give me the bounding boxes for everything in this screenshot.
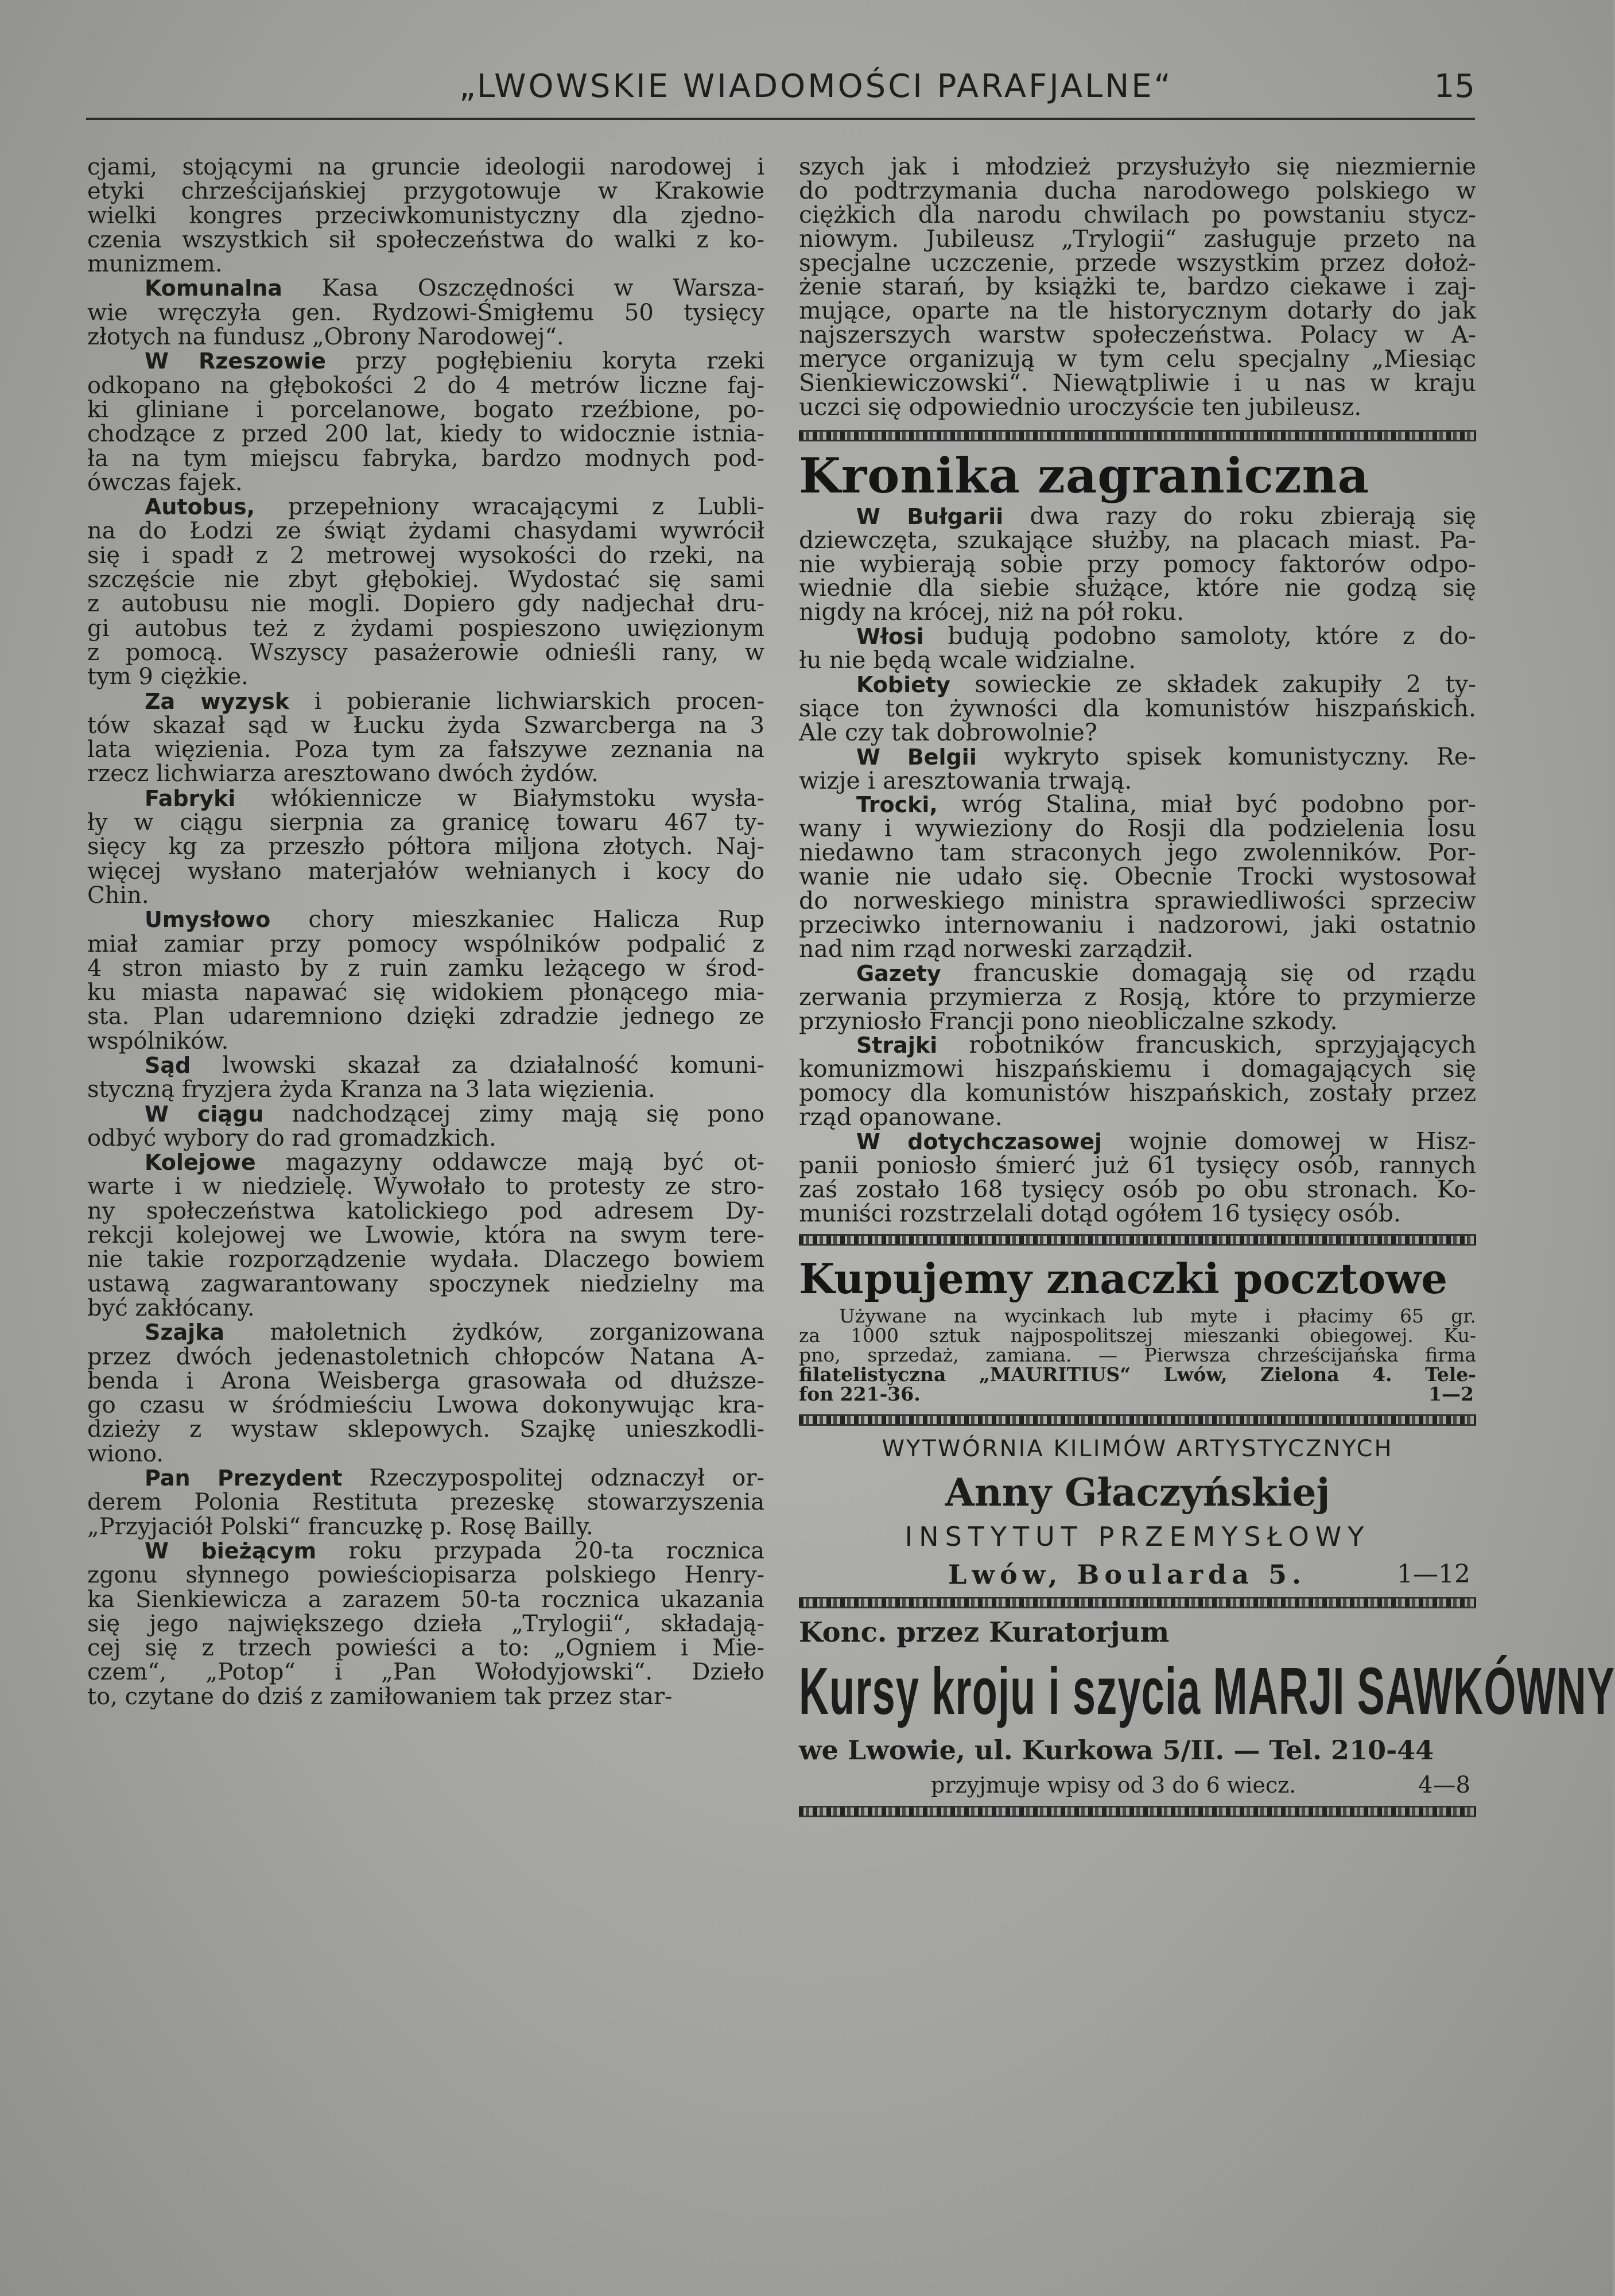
text-line [87, 907, 764, 932]
ad-kilim-institute: INSTYTUT PRZEMYSŁOWY [904, 1521, 1371, 1552]
line-text: to, czytane do dziś z zamiłowaniem tak przez star- [87, 1683, 673, 1710]
line-text: nad nim rząd norweski zarządził. [799, 934, 1194, 963]
line-text: sięcy kg za przeszło półtora miljona złotych. Naj- [87, 833, 764, 860]
section-title-kronika: Kronika zagraniczna [799, 447, 1370, 504]
ad-stamps-line: pno, sprzedaż, zamiana. — Pierwsza chrześcijańska firma [799, 1343, 1476, 1366]
text-line [87, 155, 764, 179]
text-line [87, 1199, 764, 1223]
text-line [87, 374, 764, 398]
paragraph-keyword: Umysłowo [145, 907, 271, 933]
text-line [799, 983, 1476, 1011]
text-line [799, 790, 1476, 819]
line-text: wany i wywieziony do Rosji dla podzielenia losu [799, 815, 1476, 843]
text-line [87, 1102, 764, 1126]
paragraph-keyword: Szajka [145, 1320, 225, 1345]
line-text: Chin. [87, 882, 149, 909]
line-text: do podtrzymania ducha narodowego polskiego w [799, 176, 1476, 204]
line-text: sta. Plan udaremniono dzięki zdradzie jednego ze [87, 1003, 764, 1030]
text-line [87, 349, 764, 373]
line-text: do norweskiego ministra sprawiedliwości sprzeciw [799, 887, 1476, 915]
text-line [87, 1417, 764, 1441]
text-line [799, 395, 1476, 420]
text-line [87, 568, 764, 592]
ad-stamps-line: filatelistyczna „MAURITIUS“ Lwów, Zielona 4. Tele- [799, 1363, 1476, 1386]
line-text: gi autobus też z żydami pospieszono uwięzionym [87, 615, 764, 642]
line-text: przez dwóch jedenastoletnich chłopców Natana A- [87, 1343, 764, 1370]
line-text: cjami, stojącymi na gruncie ideologii narodowej i [87, 154, 764, 180]
paragraph-keyword: Kolejowe [145, 1150, 256, 1176]
text-line [87, 980, 764, 1004]
line-text: szczęście nie zbyt głębokiej. Wydostać się sami [87, 567, 764, 594]
ornamental-divider [799, 430, 1476, 441]
paragraph-keyword: Trocki, [856, 792, 938, 818]
line-text: nigdy na krócej, niż na pół roku. [799, 598, 1185, 626]
line-text: Kasa Oszczędności w Warsza- [282, 275, 764, 302]
text-line [87, 1053, 764, 1077]
text-line [87, 471, 764, 495]
line-text: zaś zostało 168 tysięcy osób po obu stronach. Ko- [799, 1175, 1476, 1203]
ad-stamps-line: za 1000 sztuk najpospolitszej mieszanki obiegowej. Ku- [799, 1324, 1476, 1347]
line-text: czenia wszystkich sił społeczeństwa do walki z ko- [87, 226, 764, 253]
line-text: rzecz lichwiarza aresztowano dwóch żydów. [87, 761, 599, 788]
text-line [87, 1369, 764, 1393]
text-line [87, 1272, 764, 1296]
line-text: siące ton żywności dla komunistów hiszpańskich. [799, 694, 1476, 722]
text-line [799, 670, 1476, 699]
text-line [799, 646, 1476, 674]
page-header [86, 68, 1475, 119]
text-line [799, 1103, 1476, 1131]
line-text: nadchodzącej zimy mają się pono [263, 1100, 765, 1127]
text-line [87, 252, 764, 276]
ornamental-divider [799, 1234, 1476, 1246]
text-line [799, 1057, 1476, 1081]
text-line [87, 592, 764, 616]
ad-kilim-address-row [799, 1554, 1476, 1595]
paragraph-keyword: Sąd [145, 1052, 191, 1078]
line-text: wiednie dla siebie służące, które nie godzą się [799, 574, 1476, 602]
text-line [87, 228, 764, 252]
line-text: pomocy dla komunistów hiszpańskich, zostały przez [799, 1079, 1476, 1107]
line-text: meryce organizują w tym celu specjalny „Miesiąc [799, 345, 1476, 373]
text-line [799, 576, 1476, 600]
text-line [799, 742, 1476, 770]
text-line [87, 519, 764, 543]
text-line [87, 422, 764, 446]
line-text: najszerszych warstw społeczeństwa. Polacy w A- [799, 321, 1476, 349]
line-text: sowieckie ze składek zakupiły 2 ty- [950, 670, 1476, 699]
ad-kilim [799, 1432, 1476, 1595]
text-line [87, 1515, 764, 1539]
text-line [799, 718, 1476, 746]
line-text: mujące, oparte na tle historycznym dotarły do jak [799, 297, 1476, 325]
ornamental-divider [799, 1597, 1476, 1608]
line-text: specjalne uczczenie, przede wszystkim przez dołoż- [799, 249, 1476, 277]
paragraph-keyword: W bieżącym [145, 1538, 317, 1564]
line-text: „Przyjaciół Polski“ francuzkę p. Rosę Bailly. [87, 1513, 593, 1540]
right-column [799, 153, 1615, 2147]
line-text: Sienkiewiczowski“. Niewątpliwie i u nas w kraju [799, 369, 1476, 397]
line-text: miał zamiar przy pomocy wspólników podpalić z [87, 930, 764, 957]
text-line [87, 859, 764, 883]
text-line [87, 641, 764, 665]
text-line [799, 299, 1476, 323]
line-text: derem Polonia Restituta prezeskę stowarzyszenia [87, 1489, 764, 1516]
line-text: warte i w niedzielę. Wywołało to protesty ze stro- [87, 1173, 764, 1200]
line-text: na do Łodzi ze świąt żydami chasydami wywrócił [87, 518, 764, 545]
ad-stamps-line: Używane na wycinkach lub myte i płacimy 65 gr. [839, 1304, 1476, 1327]
text-line [87, 1126, 764, 1150]
text-line [87, 544, 764, 568]
line-text: złotych na fundusz „Obrony Narodowej“. [87, 324, 564, 351]
line-text: wojnie domowej w Hisz- [1102, 1127, 1476, 1155]
ad-kursy-concession: Konc. przez Kuratorjum [799, 1616, 1170, 1649]
line-text: wiono. [87, 1440, 164, 1467]
line-text: łu nie będą wcale widzialne. [799, 646, 1136, 674]
text-line [87, 1442, 764, 1466]
line-text: ła na tym miejscu fabryka, bardzo modnych pod- [87, 445, 764, 472]
line-text: zgonu słynnego powieściopisarza polskiego Henry- [87, 1562, 764, 1589]
page-number: 15 [1434, 68, 1475, 105]
left-column [87, 155, 764, 2147]
text-line [799, 600, 1476, 625]
line-text: ówczas fajek. [87, 469, 243, 496]
text-line [799, 889, 1476, 913]
line-text: się jego największego dzieła „Trylogii“, składają- [87, 1610, 764, 1637]
text-line [799, 1199, 1476, 1227]
paragraph-keyword: W Rzeszowie [145, 348, 326, 374]
text-line [87, 1588, 764, 1612]
text-line [87, 1223, 764, 1247]
text-line [799, 371, 1476, 395]
ad-stamps-last-line [799, 1384, 1476, 1404]
line-text: z pomocą. Wszyscy pasażerowie odnieśli rany, w [87, 639, 764, 666]
paragraph-keyword: Kobiety [856, 672, 950, 698]
ornamental-divider [799, 1806, 1476, 1817]
text-line [799, 1007, 1476, 1035]
text-line [87, 956, 764, 980]
line-text: etyki chrześcijańskiej przygotowuje w Krakowie [87, 178, 764, 205]
line-text: budują podobno samoloty, które z do- [923, 622, 1476, 650]
text-line [87, 325, 764, 349]
trylogia-continuation [799, 155, 1476, 420]
line-text: chodzące z przed 200 lat, kiedy to widocznie istnia- [87, 421, 764, 448]
paragraph-keyword: Komunalna [145, 276, 282, 301]
text-line [87, 786, 764, 810]
text-line [87, 1004, 764, 1029]
text-line [87, 1320, 764, 1344]
text-line [87, 1685, 764, 1709]
text-line [799, 865, 1476, 889]
paragraph-keyword: Za wyzysk [145, 688, 290, 714]
line-text: z autobusu nie mogli. Dopiero gdy nadjechał dru- [87, 591, 764, 618]
line-text: niedawno tam straconych jego zwolenników. Por- [799, 839, 1476, 867]
line-text: szych jak i młodzież przysłużyło się niezmiernie [799, 153, 1476, 180]
text-line [87, 738, 764, 762]
text-line [87, 495, 764, 519]
kronika-zagraniczna-text [799, 502, 1476, 1227]
line-text: dzieży z wystaw sklepowych. Szajkę unieszkodli- [87, 1416, 764, 1443]
line-text: komunizmowi hiszpańskiemu i domagających się [799, 1055, 1476, 1083]
text-line [87, 179, 764, 203]
paragraph-keyword: W ciągu [145, 1101, 264, 1127]
line-text: ły w ciągu sierpnia za granicę towaru 467 ty- [87, 809, 764, 836]
text-line [87, 665, 764, 689]
line-text: i pobieranie lichwiarskich procen- [289, 688, 764, 715]
ornamental-divider [799, 1414, 1476, 1426]
line-text: nie wybierają sobie przy pomocy faktorów odpo- [799, 550, 1476, 578]
text-line [87, 204, 764, 228]
line-text: przepełniony wracającymi z Lubli- [255, 494, 764, 521]
text-line [87, 276, 764, 300]
line-text: wie wręczyła gen. Rydzowi-Śmigłemu 50 tysięcy [87, 299, 764, 326]
line-text: Rzeczypospolitej odznaczył or- [342, 1465, 764, 1492]
ad-kilim-heading: WYTWÓRNIA KILIMÓW ARTYSTYCZNYCH [882, 1435, 1393, 1462]
text-line [799, 251, 1476, 276]
line-text: munizmem. [87, 251, 223, 278]
line-text: wielki kongres przeciwkomunistyczny dla zjedno- [87, 202, 764, 229]
text-line [799, 1033, 1476, 1057]
text-line [799, 526, 1476, 554]
text-line [799, 766, 1476, 794]
text-line [799, 550, 1476, 578]
text-line [87, 713, 764, 738]
line-text: więcej wysłano materjałów wełnianych i kocy do [87, 858, 764, 885]
line-text: odkopano na głębokości 2 do 4 metrów liczne faj- [87, 372, 764, 399]
line-text: się i spadł z 2 metrowej wysokości do rzeki, na [87, 542, 764, 569]
text-line [87, 1612, 764, 1636]
text-line [799, 934, 1476, 963]
line-text: panii poniosło śmierć już 61 tysięcy osób, rannych [799, 1151, 1476, 1179]
line-text: wykryto spisek komunistyczny. Re- [976, 742, 1476, 770]
paragraph-keyword: Gazety [856, 960, 941, 986]
line-text: lata więzienia. Poza tym za fałszywe zeznania na [87, 736, 764, 763]
ad-kursy-info-row [799, 1769, 1476, 1801]
text-line [87, 1029, 764, 1053]
ad-kursy-title: Kursy kroju i szycia MARJI SAWKÓWNY [799, 1653, 1615, 1728]
paragraph-keyword: Pan Prezydent [145, 1465, 343, 1491]
line-text: wróg Stalina, miał być podobno por- [937, 790, 1476, 819]
ad-kilim-code: 1—12 [1397, 1559, 1470, 1589]
header-title: „LWOWSKIE WIADOMOŚCI PARAFJALNE“ [459, 68, 1173, 105]
text-line [87, 1174, 764, 1199]
text-line [87, 1247, 764, 1271]
line-text: ny społeczeństwa katolickiego pod adresem Dy- [87, 1197, 764, 1224]
ad-stamps [799, 1251, 1476, 1404]
line-text: niowym. Jubileusz „Trylogii“ zasługuje przeto na [799, 224, 1476, 253]
line-text: tów skazał sąd w Łucku żyda Szwarcberga na 3 [87, 712, 764, 739]
text-line [799, 1151, 1476, 1179]
line-text: francuskie domagają się od rządu [941, 959, 1476, 987]
text-line [799, 275, 1476, 299]
text-line [87, 689, 764, 713]
text-line [87, 1345, 764, 1369]
line-text: styczną fryzjera żyda Kranza na 3 lata więzienia. [87, 1076, 655, 1103]
paragraph-keyword: Fabryki [145, 785, 236, 811]
text-line [87, 398, 764, 422]
line-text: czem“, „Potop“ i „Pan Wołodyjowski“. Dzieło [87, 1659, 764, 1686]
text-line [87, 447, 764, 471]
line-text: Ale czy tak dobrowolnie? [799, 718, 1097, 746]
line-text: roku przypada 20-ta rocznica [316, 1537, 765, 1564]
line-text: go czasu w śródmieściu Lwowa dokonywując kra- [87, 1392, 764, 1419]
ad-kursy-address: we Lwowie, ul. Kurkowa 5/II. — Tel. 210-44 [799, 1734, 1434, 1766]
line-text: przy pogłębieniu koryta rzeki [325, 348, 765, 375]
line-text: wizje i aresztowania trwają. [799, 766, 1132, 794]
header-rule [86, 118, 1475, 120]
text-line [87, 1466, 764, 1490]
ad-kursy [799, 1614, 1615, 1801]
line-text: być zakłócany. [87, 1294, 255, 1321]
ad-stamps-code: 1—2 [1428, 1382, 1474, 1405]
line-text: odbyć wybory do rad gromadzkich. [87, 1124, 496, 1151]
line-text: wspólników. [87, 1027, 229, 1054]
text-line [87, 616, 764, 641]
line-text: uczci się odpowiednio uroczyście ten jubileusz. [799, 393, 1362, 421]
line-text: nie takie rozporządzenie wydała. Dlaczego bowiem [87, 1246, 764, 1273]
text-line [799, 910, 1476, 938]
line-text: robotników francuskich, sprzyjających [937, 1031, 1476, 1059]
line-text: magazyny oddawcze mają być ot- [255, 1149, 764, 1176]
line-text: ku miasta napawać się widokiem płonącego mia- [87, 979, 764, 1006]
paragraph-keyword: Włosi [856, 624, 924, 650]
text-line [87, 1563, 764, 1587]
text-line [799, 200, 1476, 228]
ad-kilim-name: Anny Głaczyńskiej [945, 1469, 1330, 1515]
text-line [87, 762, 764, 786]
paragraph-keyword: W dotychczasowej [856, 1128, 1102, 1154]
text-line [799, 502, 1476, 530]
text-line [87, 1636, 764, 1660]
text-line [87, 301, 764, 325]
text-line [87, 932, 764, 956]
text-line [799, 1175, 1476, 1203]
paragraph-keyword: Autobus, [145, 494, 255, 520]
ad-kursy-code: 4—8 [1418, 1771, 1470, 1798]
text-line [799, 622, 1476, 650]
text-line [799, 841, 1476, 865]
text-line [87, 835, 764, 859]
line-text: przeciwko internowaniu i nadzorowi, jaki ostatnio [799, 910, 1476, 938]
line-text: rekcji kolejowej we Lwowie, która na swym tere- [87, 1222, 764, 1249]
text-line [799, 323, 1476, 347]
text-line [799, 347, 1476, 371]
text-line [799, 817, 1476, 841]
text-line [87, 810, 764, 835]
line-text: małoletnich żydków, zorganizowana [224, 1319, 764, 1346]
text-line [799, 961, 1476, 986]
line-text: wanie nie udało się. Obecnie Trocki wystosował [799, 863, 1476, 891]
line-text: ka Sienkiewicza a zarazem 50-ta rocznica ukazania [87, 1586, 764, 1613]
ad-kilim-address: Lwów, Boularda 5. [948, 1558, 1307, 1590]
line-text: chory mieszkaniec Halicza Rup [270, 906, 764, 933]
line-text: ki gliniane i porcelanowe, bogato rzeźbione, po- [87, 396, 764, 423]
line-text: ustawą zagwarantowany spoczynek niedzielny ma [87, 1270, 764, 1297]
line-text: dwa razy do roku zbierają się [1003, 502, 1476, 530]
line-text: żenie starań, by książki te, bardzo ciekawe i zaj- [799, 273, 1476, 301]
line-text: lwowski skazał za działalność komuni- [191, 1052, 764, 1079]
ad-stamps-title: Kupujemy znaczki pocztowe [799, 1254, 1448, 1303]
paragraph-keyword: Strajki [856, 1033, 938, 1058]
paragraph-keyword: W Bułgarii [856, 503, 1004, 529]
line-text: ciężkich dla narodu chwilach po powstaniu stycz- [799, 200, 1476, 228]
text-line [87, 1150, 764, 1174]
line-text: muniści rozstrzelali dotąd ogółem 16 tysięcy osób. [799, 1199, 1401, 1227]
text-line [87, 883, 764, 907]
line-text: rząd opanowane. [799, 1103, 1003, 1131]
text-line [87, 1393, 764, 1417]
line-text: przyniosło Francji pono nieobliczalne szkody. [799, 1007, 1338, 1035]
text-line [799, 155, 1476, 179]
line-text: cej się z trzech powieści a to: „Ogniem i Mie- [87, 1635, 764, 1662]
text-line [87, 1660, 764, 1684]
text-line [799, 1081, 1476, 1106]
paragraph-keyword: W Belgii [856, 744, 977, 770]
text-line [87, 1490, 764, 1514]
line-text: tym 9 ciężkie. [87, 664, 249, 691]
text-line [87, 1539, 764, 1563]
line-text: 4 stron miasto by z ruin zamku leżącego w środ- [87, 955, 764, 982]
line-text: dziewczęta, szukające służby, na placach miast. Pa- [799, 526, 1476, 554]
line-text: zerwania przymierza z Rosją, które to przymierze [799, 983, 1476, 1011]
ad-stamps-line: fon 221-36. [799, 1382, 921, 1405]
text-line [799, 1127, 1476, 1155]
text-line [87, 1296, 764, 1320]
ad-kursy-info: przyjmuje wpisy od 3 do 6 wiecz. [931, 1772, 1296, 1798]
line-text: włókiennicze w Białymstoku wysła- [235, 785, 764, 812]
text-line [799, 224, 1476, 253]
text-line [799, 176, 1476, 204]
line-text: benda i Arona Weisberga grasowała od dłuższe- [87, 1367, 764, 1394]
text-line [799, 694, 1476, 722]
text-line [87, 1077, 764, 1102]
